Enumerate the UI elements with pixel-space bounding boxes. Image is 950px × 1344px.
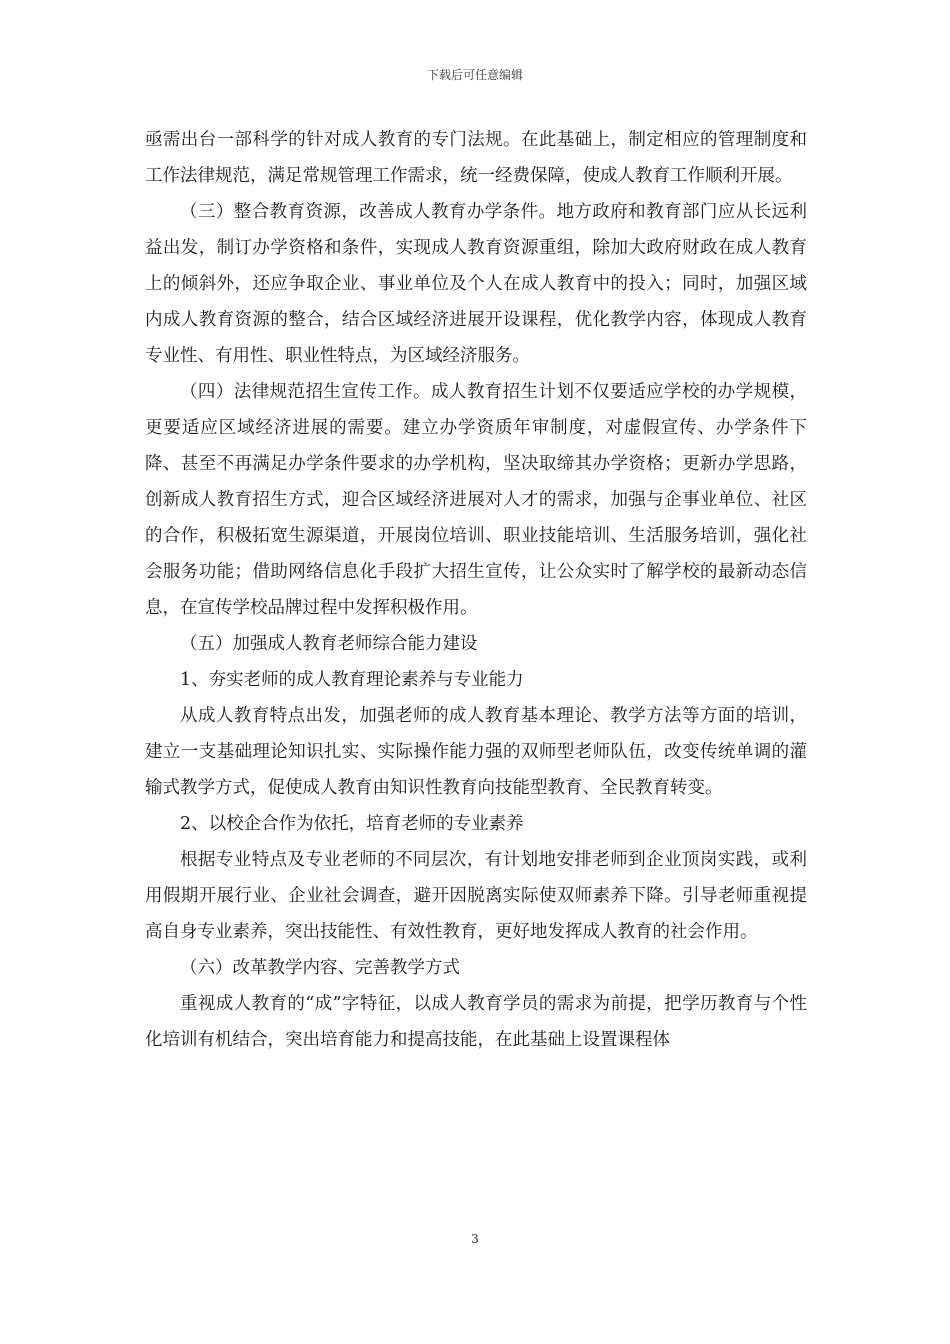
- section-heading: （六）改革教学内容、完善教学方式: [180, 958, 460, 978]
- paragraph: （四）法律规范招生宣传工作。成人教育招生计划不仅要适应学校的办学规模，更要适应区域经济进展的需要。建立办学资质年审制度，对虚假宣传、办学条件下降、甚至不再满足办学条件要求的办学机构，坚决取缔其办学资格；更新办学思路，创新成人教育招生方式，迎合区域经济进展对人才的需求，加强与企事业单位、社区的合作，积极拓宽生源渠道，开展岗位培训、职业技能培训、生活服务培训，强化社会服务功能；借助网络信息化手段扩大招生宣传，让公众实时了解学校的最新动态信息，在宣传学校品牌过程中发挥积极作用。: [145, 382, 807, 618]
- header-note: 下载后可任意编辑: [426, 68, 523, 82]
- paragraph: （三）整合教育资源，改善成人教育办学条件。地方政府和教育部门应从长远利益出发，制订办学资格和条件，实现成人教育资源重组，除加大政府财政在成人教育上的倾斜外，还应争取企业、事业单位及个人在成人教育中的投入；同时，加强区域内成人教育资源的整合，结合区域经济进展开设课程，优化教学内容，体现成人教育专业性、有用性、职业性特点，为区域经济服务。: [145, 202, 807, 366]
- paragraph: 亟需出台一部科学的针对成人教育的专门法规。在此基础上，制定相应的管理制度和工作法律规范，满足常规管理工作需求，统一经费保障，使成人教育工作顺利开展。: [145, 130, 807, 186]
- subsection-heading: 1、夯实老师的成人教育理论素养与专业能力: [180, 670, 524, 690]
- section-heading: （五）加强成人教育老师综合能力建设: [180, 634, 478, 654]
- paragraph: 从成人教育特点出发，加强老师的成人教育基本理论、教学方法等方面的培训，建立一支基础理论知识扎实、实际操作能力强的双师型老师队伍，改变传统单调的灌输式教学方式，促使成人教育由知识性教育向技能型教育、全民教育转变。: [145, 706, 807, 798]
- paragraph: 根据专业特点及专业老师的不同层次，有计划地安排老师到企业顶岗实践，或利用假期开展行业、企业社会调查，避开因脱离实际使双师素养下降。引导老师重视提高自身专业素养，突出技能性、有效性教育，更好地发挥成人教育的社会作用。: [145, 850, 807, 942]
- document-body: [145, 122, 807, 1058]
- subsection-heading: 2、以校企合作为依托，培育老师的专业素养: [180, 814, 524, 834]
- paragraph: 重视成人教育的“成”字特征，以成人教育学员的需求为前提，把学历教育与个性化培训有机结合，突出培育能力和提高技能，在此基础上设置课程体: [145, 994, 807, 1050]
- page-number: 3: [471, 1232, 479, 1246]
